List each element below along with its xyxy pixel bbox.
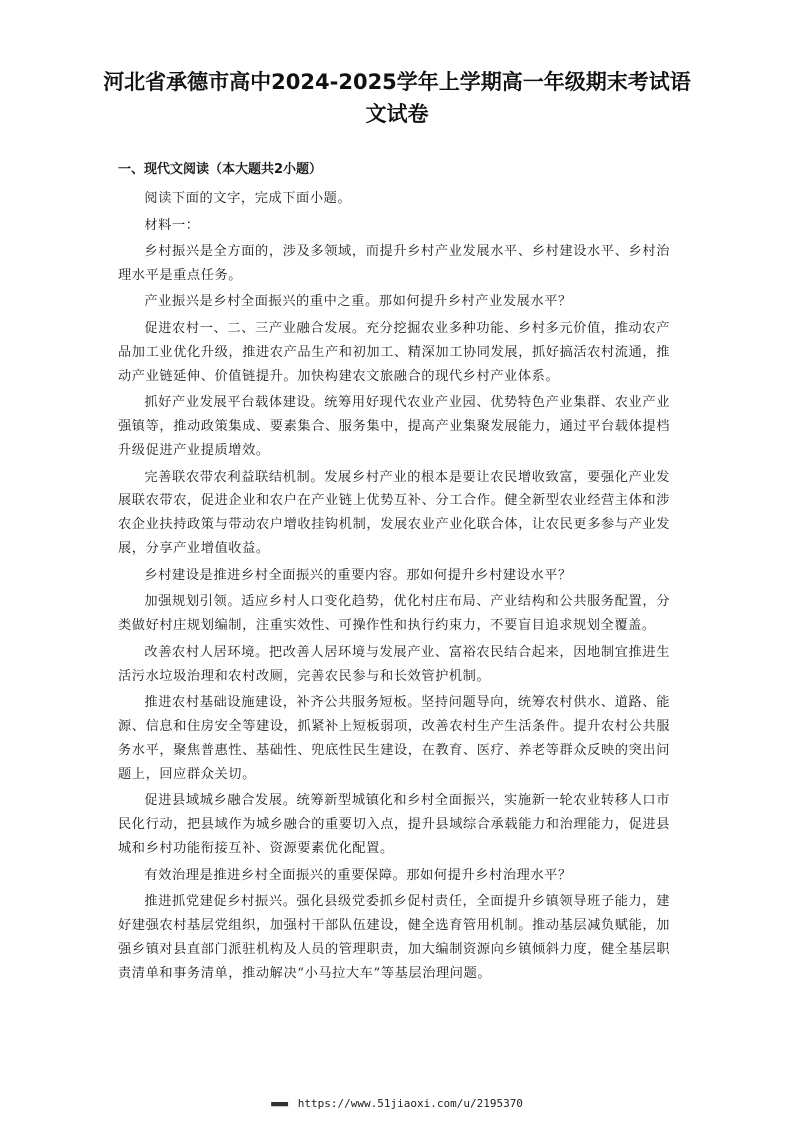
paragraph: 加强规划引领。适应乡村人口变化趋势，优化村庄布局、产业结构和公共服务配置，分类做好村庄规划编制，注重实效性、可操作性和执行约束力，不要盲目追求规划全覆盖。 xyxy=(118,594,670,634)
paragraph: 材料一： xyxy=(144,217,200,233)
paragraph: 产业振兴是乡村全面振兴的重中之重。那如何提升乡村产业发展水平？ xyxy=(144,294,572,310)
document-title: 河北省承德市高中2024-2025学年上学期高一年级期末考试语文试卷 xyxy=(103,70,691,126)
paragraph: 有效治理是推进乡村全面振兴的重要保障。那如何提升乡村治理水平？ xyxy=(144,867,572,883)
section-heading: 一、现代文阅读（本大题共2小题） xyxy=(118,162,323,177)
paragraph: 推进农村基础设施建设，补齐公共服务短板。坚持问题导向，统筹农村供水、道路、能源、信息和住房安全等建设，抓紧补上短板弱项，改善农村生产生活条件。提升农村公共服务水平，聚焦普惠性、基础性、兜底性民生建设，在教育、医疗、养老等群众反映的突出问题上，回应群众关切。 xyxy=(118,695,670,782)
paragraph: 乡村振兴是全方面的，涉及多领域，而提升乡村产业发展水平、乡村建设水平、乡村治理水平是重点任务。 xyxy=(118,244,670,283)
paragraph: 推进抓党建促乡村振兴。强化县级党委抓乡促村责任，全面提升乡镇领导班子能力，建好建强农村基层党组织，加强村干部队伍建设，健全选育管用机制。推动基层减负赋能，加强乡镇对县直部门派驻机构及人员的管理职责，加大编制资源向乡镇倾斜力度，健全基层职责清单和事务清单，推动解决“小马拉大车”等基层治理问题。 xyxy=(118,894,670,981)
page-footer xyxy=(0,1097,794,1110)
document-body xyxy=(118,187,670,988)
paragraph: 完善联农带农利益联结机制。发展乡村产业的根本是要让农民增收致富，要强化产业发展联农带农，促进企业和农户在产业链上优势互补、分工合作。健全新型农业经营主体和涉农企业扶持政策与带动农户增收挂钩机制，发展农业产业化联合体，让农民更多参与产业发展，分享产业增值收益。 xyxy=(118,469,670,557)
footer-link[interactable]: https://www.51jiaoxi.com/u/2195370 xyxy=(297,1097,523,1110)
paragraph: 抓好产业发展平台载体建设。统筹用好现代农业产业园、优势特色产业集群、农业产业强镇等，推动政策集成、要素集合、服务集中，提高产业集聚发展能力，通过平台载体提档升级促进产业提质增效。 xyxy=(118,395,670,459)
site-logo-icon: ■■■■■ xyxy=(271,1100,288,1108)
paragraph: 促进县域城乡融合发展。统筹新型城镇化和乡村全面振兴，实施新一轮农业转移人口市民化行动，把县域作为城乡融合的重要切入点，提升县域综合承载能力和治理能力，促进县城和乡村功能衔接互补、资源要素优化配置。 xyxy=(118,793,670,857)
paragraph: 阅读下面的文字，完成下面小题。 xyxy=(144,191,352,206)
paragraph: 乡村建设是推进乡村全面振兴的重要内容。那如何提升乡村建设水平？ xyxy=(144,567,572,583)
paragraph: 改善农村人居环境。把改善人居环境与发展产业、富裕农民结合起来，因地制宜推进生活污水垃圾治理和农村改厕，完善农民参与和长效管护机制。 xyxy=(118,644,670,684)
paragraph: 促进农村一、二、三产业融合发展。充分挖掘农业多种功能、乡村多元价值，推动农产品加工业优化升级，推进农产品生产和初加工、精深加工协同发展，抓好搞活农村流通，推动产业链延伸、价值链提升。加快构建农文旅融合的现代乡村产业体系。 xyxy=(118,320,670,384)
